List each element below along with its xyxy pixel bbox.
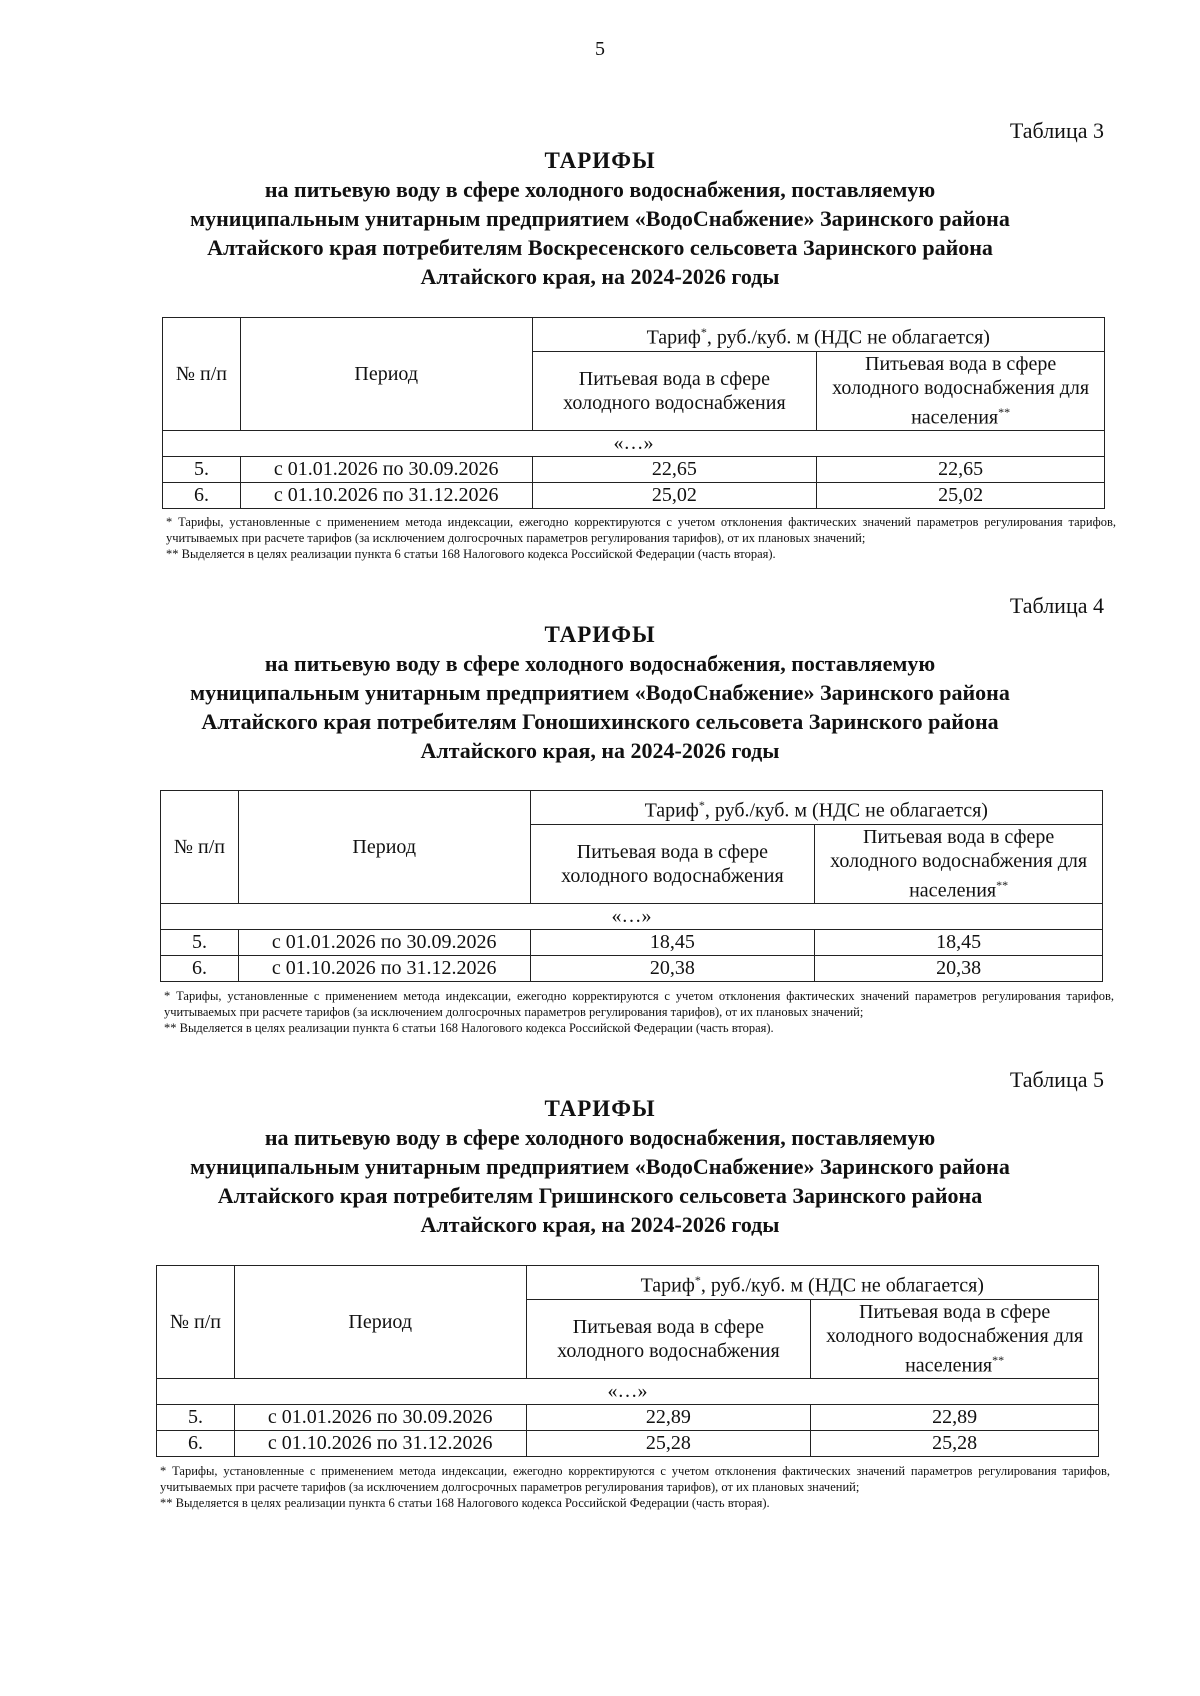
footnotes — [164, 988, 1114, 1036]
header-num: № п/п — [161, 791, 239, 904]
footnote-indexation: * Тарифы, установленные с применением метода индексации, ежегодно корректируются с учетом отклонения фактических значений параметров регулирования тарифов, учитываемых при расчете тарифов (за исключением долгосрочных параметров регулирования тарифов), от их плановых значений; — [160, 1464, 1110, 1494]
table-row — [157, 1404, 1099, 1430]
table-subtitle-line: муниципальным унитарным предприятием «ВодоСнабжение» Заринского района — [190, 680, 1010, 705]
row-value-population: 22,89 — [811, 1404, 1099, 1430]
table-title: ТАРИФЫ — [544, 148, 656, 173]
header-tariff: Тариф*, руб./куб. м (НДС не облагается) — [532, 318, 1104, 352]
row-value-population: 18,45 — [815, 929, 1103, 955]
header-num: № п/п — [157, 1266, 235, 1379]
row-period: с 01.10.2026 по 31.12.2026 — [234, 1430, 526, 1456]
page-number: 5 — [595, 38, 605, 60]
row-period: с 01.01.2026 по 30.09.2026 — [238, 929, 530, 955]
row-value-population: 25,02 — [817, 482, 1105, 508]
ellipsis-row: «…» — [157, 1378, 1099, 1404]
ellipsis-row: «…» — [163, 430, 1105, 456]
row-period: с 01.01.2026 по 30.09.2026 — [234, 1404, 526, 1430]
table-heading — [0, 146, 1200, 291]
header-tariff: Тариф*, руб./куб. м (НДС не облагается) — [530, 791, 1102, 825]
table-row — [161, 929, 1103, 955]
row-num: 5. — [161, 929, 239, 955]
header-tariff: Тариф*, руб./куб. м (НДС не облагается) — [526, 1266, 1098, 1300]
row-value-population: 25,28 — [811, 1430, 1099, 1456]
tariff-table — [160, 790, 1103, 982]
row-num: 5. — [157, 1404, 235, 1430]
row-value: 18,45 — [530, 929, 815, 955]
ellipsis-row: «…» — [161, 903, 1103, 929]
table-row — [163, 482, 1105, 508]
row-period: с 01.10.2026 по 31.12.2026 — [240, 482, 532, 508]
row-period: с 01.10.2026 по 31.12.2026 — [238, 955, 530, 981]
row-num: 6. — [163, 482, 241, 508]
table-row — [161, 955, 1103, 981]
tariff-table — [156, 1265, 1099, 1457]
table-subtitle-line: Алтайского края, на 2024-2026 годы — [420, 1212, 780, 1237]
row-value: 22,65 — [532, 456, 817, 482]
row-value: 25,28 — [526, 1430, 811, 1456]
row-value: 25,02 — [532, 482, 817, 508]
table-label: Таблица 3 — [1009, 118, 1104, 143]
header-water-population: Питьевая вода в сфере холодного водоснабжения для населения** — [815, 825, 1103, 904]
table-subtitle-line: на питьевую воду в сфере холодного водоснабжения, поставляемую — [264, 177, 936, 202]
header-water: Питьевая вода в сфере холодного водоснабжения — [532, 352, 817, 431]
header-num: № п/п — [163, 318, 241, 431]
table-subtitle-line: Алтайского края потребителям Гоношихинского сельсовета Заринского района — [201, 709, 999, 734]
footnotes — [160, 1463, 1110, 1511]
row-value-population: 22,65 — [817, 456, 1105, 482]
table-title: ТАРИФЫ — [544, 622, 656, 647]
header-water-population: Питьевая вода в сфере холодного водоснабжения для населения** — [811, 1300, 1099, 1379]
table-row — [157, 1430, 1099, 1456]
header-period: Период — [238, 791, 530, 904]
table-subtitle-line: на питьевую воду в сфере холодного водоснабжения, поставляемую — [264, 1125, 936, 1150]
row-num: 6. — [157, 1430, 235, 1456]
row-num: 6. — [161, 955, 239, 981]
footnotes — [166, 514, 1116, 562]
row-period: с 01.01.2026 по 30.09.2026 — [240, 456, 532, 482]
table-title: ТАРИФЫ — [544, 1096, 656, 1121]
table-row — [163, 456, 1105, 482]
table-label: Таблица 5 — [1009, 1067, 1104, 1092]
table-subtitle-line: Алтайского края, на 2024-2026 годы — [420, 738, 780, 763]
table-subtitle-line: Алтайского края, на 2024-2026 годы — [420, 264, 780, 289]
header-period: Период — [240, 318, 532, 431]
footnote-tax-code: ** Выделяется в целях реализации пункта 6 статьи 168 Налогового кодекса Российской Федерации (часть вторая). — [166, 547, 776, 561]
footnote-indexation: * Тарифы, установленные с применением метода индексации, ежегодно корректируются с учетом отклонения фактических значений параметров регулирования тарифов, учитываемых при расчете тарифов (за исключением долгосрочных параметров регулирования тарифов), от их плановых значений; — [166, 515, 1116, 545]
table-subtitle-line: Алтайского края потребителям Гришинского сельсовета Заринского района — [217, 1183, 983, 1208]
table-subtitle-line: Алтайского края потребителям Воскресенского сельсовета Заринского района — [207, 235, 993, 260]
header-water: Питьевая вода в сфере холодного водоснабжения — [530, 825, 815, 904]
row-num: 5. — [163, 456, 241, 482]
table-subtitle-line: на питьевую воду в сфере холодного водоснабжения, поставляемую — [264, 651, 936, 676]
table-heading — [0, 620, 1200, 765]
header-water: Питьевая вода в сфере холодного водоснабжения — [526, 1300, 811, 1379]
row-value: 22,89 — [526, 1404, 811, 1430]
table-subtitle-line: муниципальным унитарным предприятием «ВодоСнабжение» Заринского района — [190, 1154, 1010, 1179]
table-label: Таблица 4 — [1009, 593, 1104, 618]
footnote-tax-code: ** Выделяется в целях реализации пункта 6 статьи 168 Налогового кодекса Российской Федерации (часть вторая). — [160, 1496, 770, 1510]
header-period: Период — [234, 1266, 526, 1379]
table-heading — [0, 1094, 1200, 1239]
tariff-table — [162, 317, 1105, 509]
row-value-population: 20,38 — [815, 955, 1103, 981]
footnote-indexation: * Тарифы, установленные с применением метода индексации, ежегодно корректируются с учетом отклонения фактических значений параметров регулирования тарифов, учитываемых при расчете тарифов (за исключением долгосрочных параметров регулирования тарифов), от их плановых значений; — [164, 989, 1114, 1019]
footnote-tax-code: ** Выделяется в целях реализации пункта 6 статьи 168 Налогового кодекса Российской Федерации (часть вторая). — [164, 1021, 774, 1035]
table-subtitle-line: муниципальным унитарным предприятием «ВодоСнабжение» Заринского района — [190, 206, 1010, 231]
row-value: 20,38 — [530, 955, 815, 981]
header-water-population: Питьевая вода в сфере холодного водоснабжения для населения** — [817, 352, 1105, 431]
